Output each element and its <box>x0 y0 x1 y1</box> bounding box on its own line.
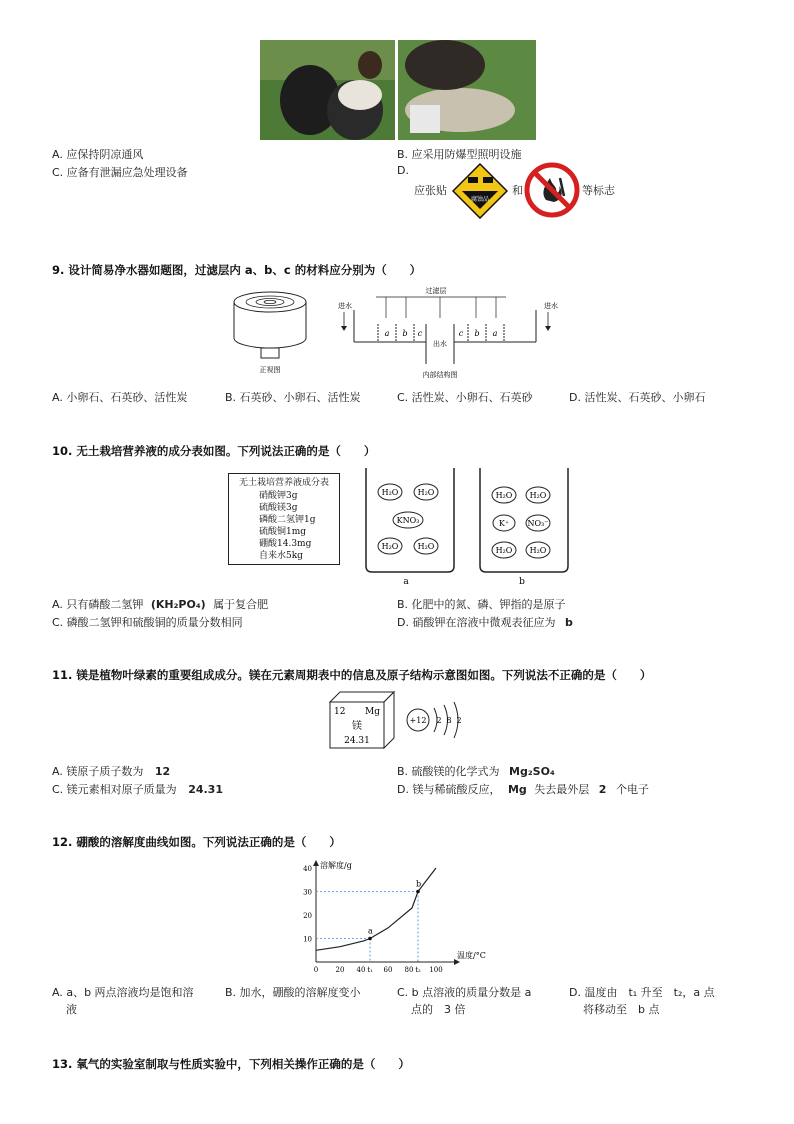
q11-option-d <box>397 781 649 797</box>
q13-stem: 13. 氧气的实验室制取与性质实验中，下列相关操作正确的是（ ） <box>52 1057 410 1071</box>
q8-option-d-text2: 和 <box>512 184 523 197</box>
q11-option-d-mid2: 失去最外层 <box>534 783 590 796</box>
q12-option-c-line1: C. b 点溶液的质量分数是 a <box>397 986 532 999</box>
y-tick-label: 30 <box>303 888 312 897</box>
q9-option-c: C. 活性炭、小卵石、石英砂 <box>397 391 533 404</box>
beaker-b-kplus: K⁺ <box>498 519 510 528</box>
data-point-label: b <box>416 879 422 889</box>
x-tick-label: 80 <box>404 966 414 974</box>
q8-option-d-prefix: D. <box>397 164 409 177</box>
outlet-label: 出水 <box>433 340 447 348</box>
beaker-a-water: H₂O <box>417 488 435 497</box>
filter-layer-b-left: b <box>402 329 408 338</box>
beaker-b <box>476 466 572 588</box>
q12-option-b: B. 加水，硼酸的溶解度变小 <box>225 986 361 999</box>
q12-option-a-line2: 液 <box>66 1003 77 1016</box>
in-right-label: 进水 <box>544 302 558 310</box>
q8-option-c: C. 应备有泄漏应急处理设备 <box>52 166 188 179</box>
atomic-mass: 24.31 <box>344 736 370 746</box>
q11-option-c <box>52 781 223 797</box>
nutrient-row: 硼酸14.3mg <box>259 539 312 549</box>
in-left-label: 进水 <box>338 302 352 310</box>
x-tick-label: 100 <box>429 966 443 974</box>
data-point <box>416 890 420 894</box>
q11-option-d-pre: D. 镁与稀硫酸反应， <box>397 783 501 796</box>
x-tick-label: t₁ <box>367 966 373 974</box>
x-tick-label: 0 <box>313 966 319 974</box>
q12-option-a <box>52 984 194 1018</box>
water-filter-inner-diagram <box>336 284 568 380</box>
element-name: 镁 <box>352 721 362 732</box>
beaker-b-label: b <box>519 577 525 587</box>
shell-electrons: 2 <box>436 716 442 725</box>
beaker-a <box>362 466 458 588</box>
beaker-b-water: H₂O <box>495 491 513 500</box>
corrosive-sign-label: 腐蚀品 <box>470 196 490 203</box>
q9-option-a: A. 小卵石、石英砂、活性炭 <box>52 391 188 404</box>
q10-option-a <box>52 596 268 612</box>
q9-option-d: D. 活性炭、石英砂、小卵石 <box>569 391 706 404</box>
filter-layer-c-right: c <box>458 329 464 338</box>
beaker-b-water: H₂O <box>529 491 547 500</box>
beaker-b-water: H₂O <box>495 546 513 555</box>
beaker-b-no3: NO₃⁻ <box>527 519 549 528</box>
beaker-a-label: a <box>403 577 409 587</box>
beaker-b-water: H₂O <box>529 546 547 555</box>
periodic-element-cell <box>328 688 396 750</box>
y-tick-label: 20 <box>303 912 312 920</box>
nutrient-row: 硝酸钾3g <box>259 491 298 501</box>
shell-electrons: 2 <box>456 716 462 725</box>
q11-option-b <box>397 763 555 779</box>
q8-option-d-text1: 应张贴 <box>414 184 447 197</box>
q10-stem: 10. 无土栽培营养液的成分表如图。下列说法正确的是（ ） <box>52 444 376 458</box>
corrosive-sign-icon <box>452 163 508 219</box>
nutrient-table-title: 无土栽培营养液成分表 <box>238 478 329 488</box>
q10-option-a-post: 属于复合肥 <box>213 598 269 611</box>
q12-option-a-line1: A. a、b 两点溶液均是饱和溶 <box>52 986 194 999</box>
q10-option-d-pre: D. 硝酸钾在溶液中微观表征应为 <box>397 616 556 629</box>
y-tick-label: 40 <box>303 865 312 873</box>
q8-option-a: A. 应保持阴凉通风 <box>52 148 144 161</box>
y-axis-arrow <box>313 860 319 866</box>
q8-option-d-text3: 等标志 <box>582 184 615 197</box>
atom-structure-diagram <box>404 700 468 740</box>
q11-option-b-pre: B. 硫酸镁的化学式为 <box>397 765 500 778</box>
q9-stem: 9. 设计简易净水器如题图，过滤层内 a、b、c 的材料应分别为（ ） <box>52 263 422 277</box>
front-view-label: 正视图 <box>259 366 281 374</box>
q10-option-b: B. 化肥中的氮、磷、钾指的是原子 <box>397 598 566 611</box>
q10-option-d <box>397 614 573 630</box>
beaker-a-water: H₂O <box>417 542 435 551</box>
x-axis-label: 温度/°C <box>457 951 486 960</box>
q11-option-a-val: 12 <box>154 765 171 778</box>
q8-option-b: B. 应采用防爆型照明设施 <box>397 148 522 161</box>
q10-option-c: C. 磷酸二氢钾和硫酸铜的质量分数相同 <box>52 616 243 629</box>
nutrient-row: 硫酸镁3g <box>259 503 298 513</box>
q10-option-d-val: b <box>564 616 573 629</box>
x-tick-label: 40 <box>356 966 366 974</box>
q10-option-a-pre: A. 只有磷酸二氢钾 <box>52 598 144 611</box>
q12-option-d <box>569 984 715 1018</box>
beaker-a-water: H₂O <box>381 488 399 497</box>
x-tick-label: t₂ <box>415 966 421 974</box>
q12-option-d-line2: 将移动至 b 点 <box>583 1003 660 1016</box>
q11-option-a-pre: A. 镁原子质子数为 <box>52 765 144 778</box>
q12-option-c-line2: 点的 3 倍 <box>411 1003 466 1016</box>
beaker-a-kno3: KNO₃ <box>396 516 420 525</box>
q9-option-b: B. 石英砂、小卵石、活性炭 <box>225 391 361 404</box>
nutrient-table <box>228 473 340 565</box>
nutrient-row: 磷酸二氢钾1g <box>259 515 316 525</box>
no-fire-sign-icon <box>524 162 580 218</box>
atomic-number: 12 <box>334 707 346 717</box>
beaker-a-water: H₂O <box>381 542 399 551</box>
q11-option-d-post: 个电子 <box>615 783 649 796</box>
filter-layer-a-left: a <box>384 329 390 338</box>
q11-option-c-pre: C. 镁元素相对原子质量为 <box>52 783 177 796</box>
filter-layer-c-left: c <box>417 329 423 338</box>
data-point <box>368 937 372 941</box>
nucleus-charge: +12 <box>409 716 427 725</box>
q12-stem: 12. 硼酸的溶解度曲线如图。下列说法正确的是（ ） <box>52 835 341 849</box>
water-filter-front-view <box>228 288 318 376</box>
q11-option-a <box>52 763 170 779</box>
y-axis-label: 溶解度/g <box>320 861 352 870</box>
x-tick-label: 60 <box>383 966 393 974</box>
q11-option-d-num: 2 <box>598 783 607 796</box>
shell-electrons: 8 <box>446 716 452 725</box>
filter-layer-label: 过滤层 <box>425 287 447 295</box>
y-tick-label: 10 <box>303 935 312 944</box>
nutrient-row: 硫酸铜1mg <box>259 527 307 537</box>
q11-option-d-mid: Mg <box>507 783 527 796</box>
filter-layer-b-right: b <box>474 329 480 338</box>
q11-option-c-val: 24.31 <box>188 783 223 796</box>
q11-stem: 11. 镁是植物叶绿素的重要组成成分。镁在元素周期表中的信息及原子结构示意图如图。下列说法不正确的是（ ） <box>52 668 652 682</box>
q12-option-c <box>397 984 531 1018</box>
inner-structure-label: 内部结构图 <box>422 371 458 379</box>
q10-option-a-formula: (KH₂PO₄) <box>150 598 206 611</box>
q12-option-d-line1: D. 温度由 t₁ 升至 t₂，a 点 <box>569 986 715 999</box>
q11-option-b-val: Mg₂SO₄ <box>509 765 555 778</box>
nutrient-row: 自来水5kg <box>259 551 303 561</box>
filter-layer-a-right: a <box>492 329 498 338</box>
solubility-chart <box>296 858 502 976</box>
safety-photo <box>260 40 536 140</box>
data-point-label: a <box>368 926 373 936</box>
x-tick-label: 20 <box>335 966 345 974</box>
element-symbol: Mg <box>365 707 380 717</box>
